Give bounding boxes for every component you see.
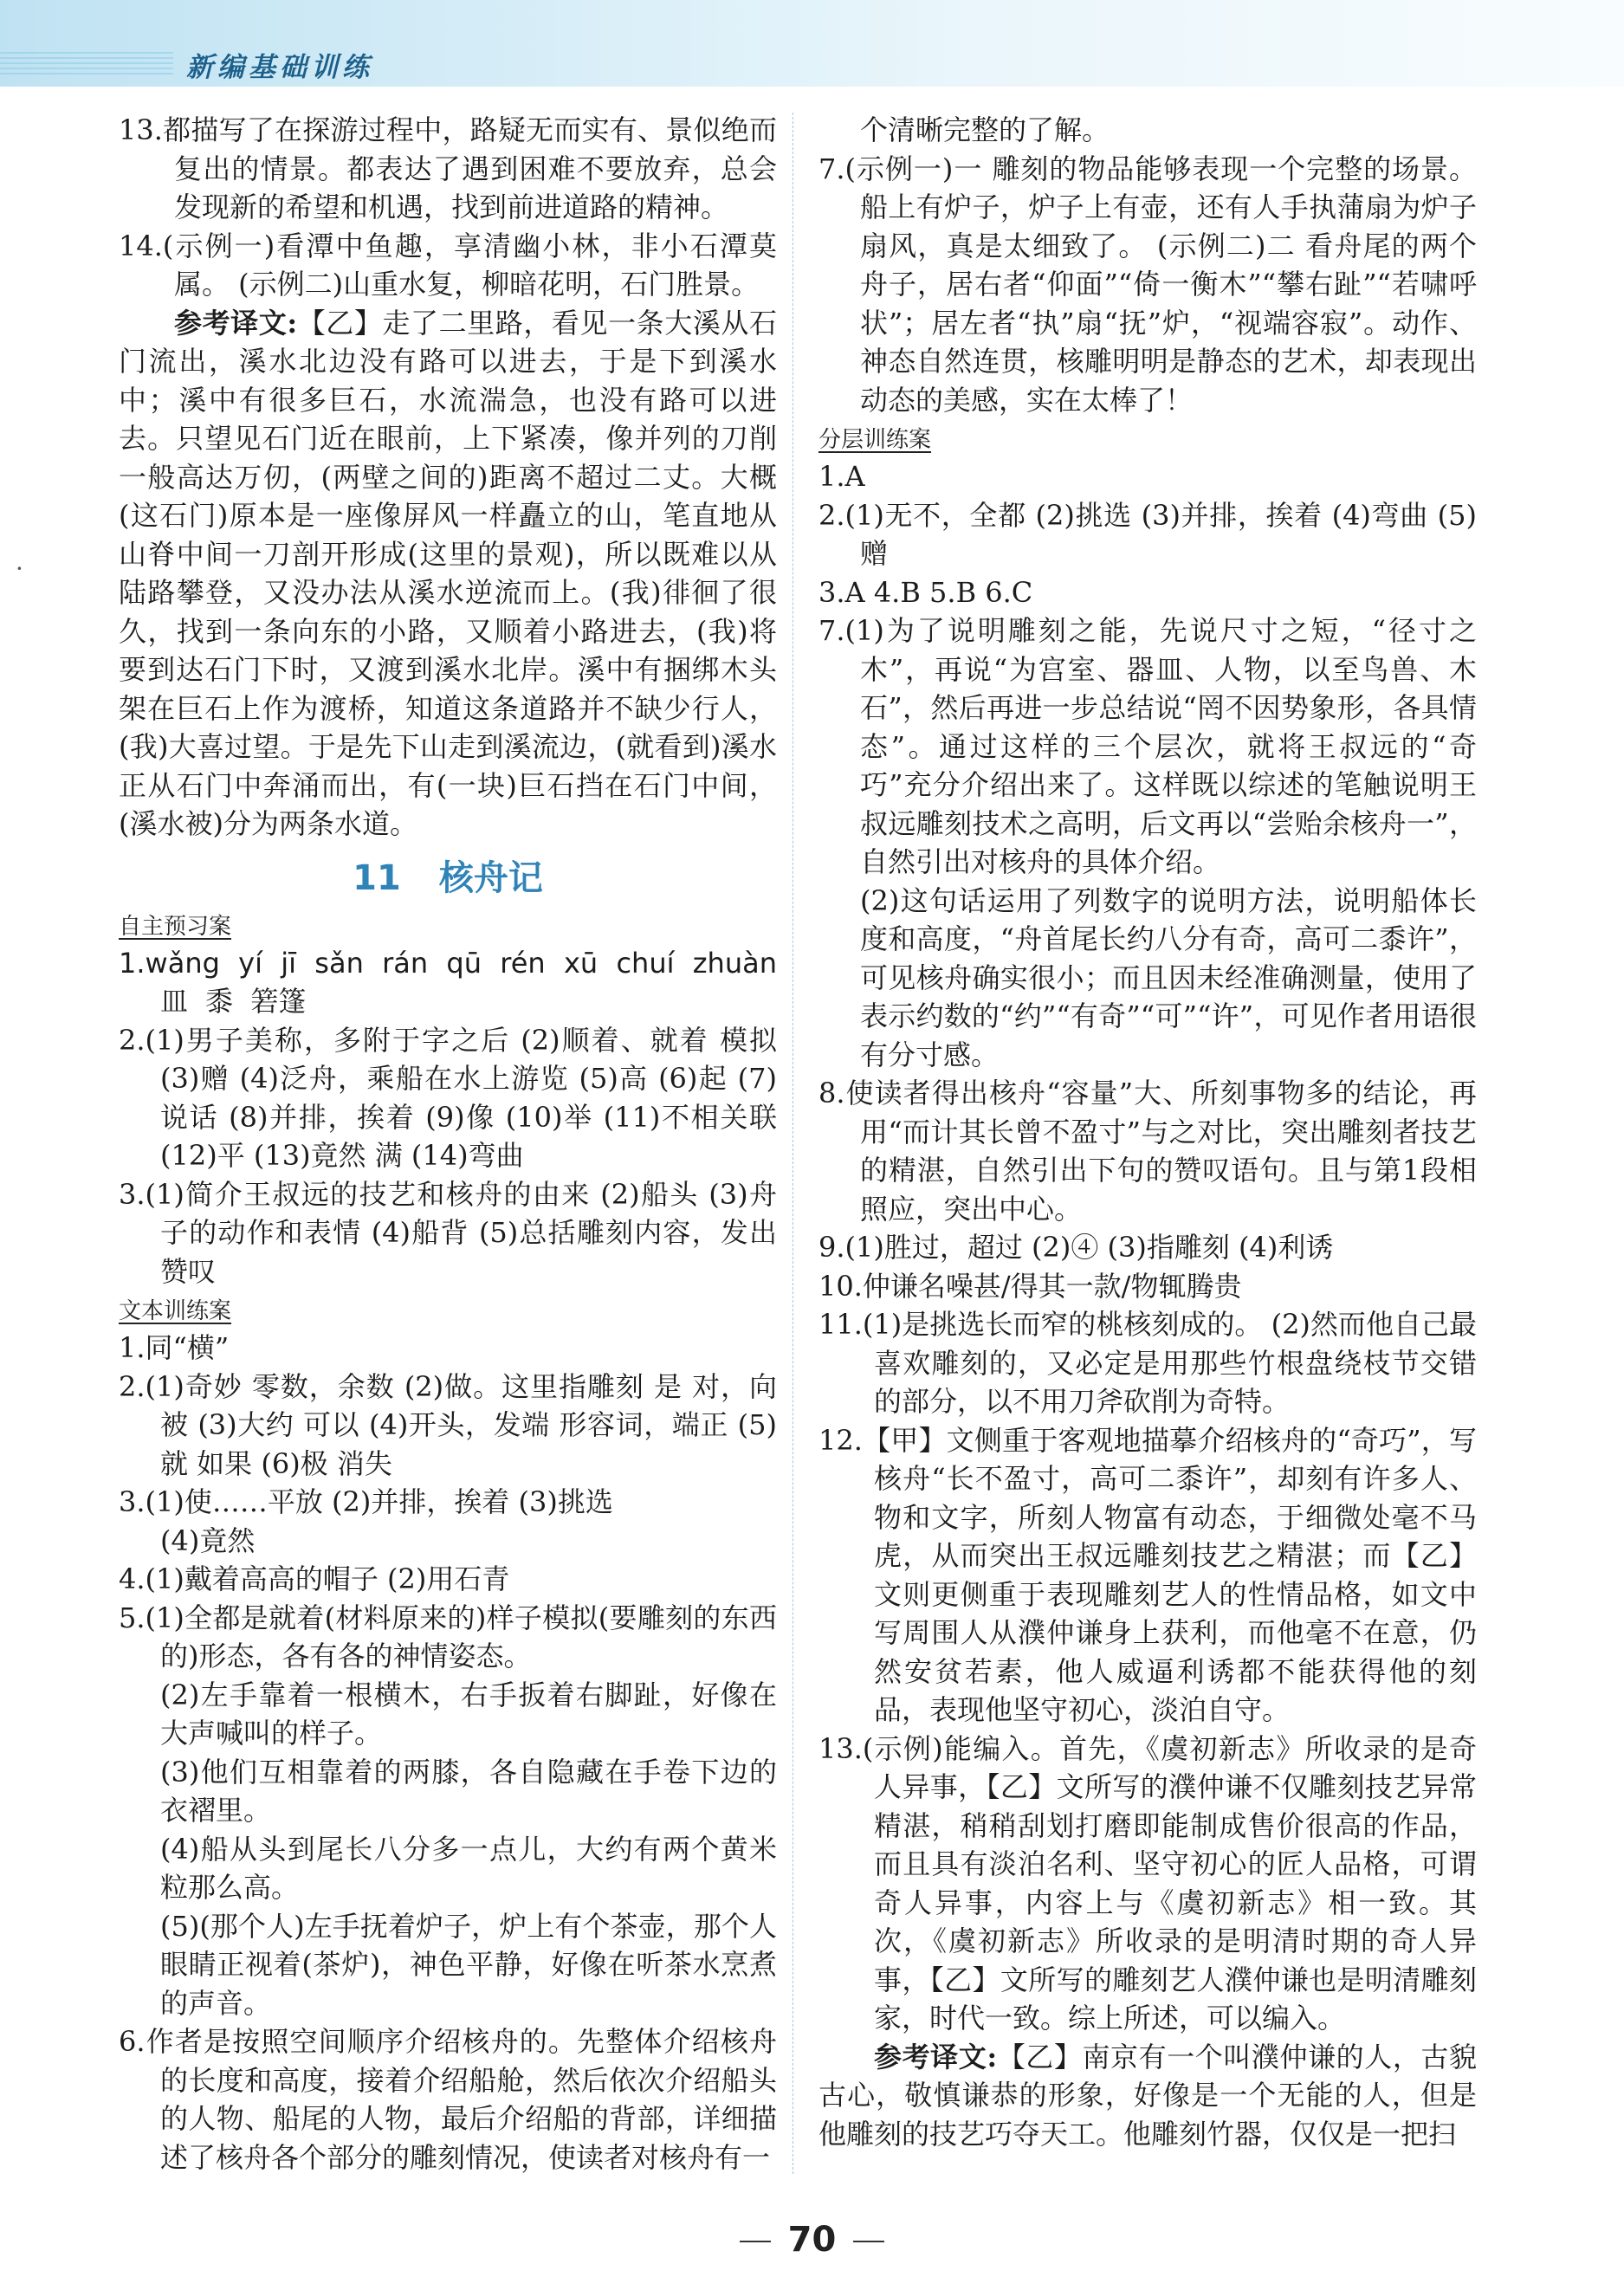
- page-dash-left: [740, 2241, 771, 2242]
- layered-answer-13: 13.(示例)能编入。首先，《虞初新志》所收录的是奇人异事，【乙】文所写的濮仲谦不仅雕刻技艺异常精湛，稍稍刮划打磨即能制成售价很高的作品，而且具有淡泊名利、坚守初心的匠人品格，可谓奇人异事，内容上与《虞初新志》相一致。其次，《虞初新志》所收录的是明清时期的奇人异事，【乙】文所写的雕刻艺人濮仲谦也是明清雕刻家，时代一致。综上所述，可以编入。: [818, 1731, 1477, 2034]
- layered-answer-12: 12.【甲】文侧重于客观地描摹介绍核舟的“奇巧”，写核舟“长不盈寸，高可二黍许”，却刻有许多人、物和文字，所刻人物富有动态，于细微处毫不马虎，从而突出王叔远雕刻技艺之精湛；而【乙】文则更侧重于表现雕刻艺人的性情品格，如文中写周围人从濮仲谦身上获利，而他毫不在意，仍然安贫若素，他人威逼利诱都不能获得他的刻品，表现他坚守初心，淡泊自守。: [818, 1423, 1477, 1726]
- right-column: [818, 111, 1477, 2153]
- layered-answer-3-6: 3.A 4.B 5.B 6.C: [818, 575, 1033, 609]
- lesson-number: 11: [353, 857, 401, 898]
- layered-answer-10: 10.仲谦名噪甚/得其一款/物辄腾贵: [818, 1269, 1242, 1303]
- page-number: [0, 2220, 1624, 2260]
- lesson-name: 核舟记: [438, 857, 543, 898]
- text-answer-2: 2.(1)奇妙 零数，余数 (2)做。这里指雕刻 是 对，向 被 (3)大约 可以 (4)开头，发端 形容词，端正 (5)就 如果 (6)极 消失: [119, 1369, 777, 1480]
- reference-translation-2: [818, 2038, 1477, 2154]
- header-title: 新编基础训练: [186, 52, 373, 83]
- left-column: [119, 111, 777, 2177]
- layered-answer-11: 11.(1)是挑选长而窄的桃核刻成的。 (2)然而他自己最喜欢雕刻的，又必定是用那些竹根盘绕枝节交错的部分，以不用刀斧砍削为奇特。: [818, 1308, 1477, 1418]
- layered-answer-9: 9.(1)胜过，超过 (2)④ (3)指雕刻 (4)利诱: [818, 1231, 1334, 1264]
- text-answer-1: 1.同“横”: [119, 1331, 230, 1364]
- answer-13: 13.都描写了在探游过程中，路疑无而实有、景似绝而复出的情景。都表达了遇到困难不要放弃，总会发现新的希望和机遇，找到前进道路的精神。: [119, 113, 777, 223]
- section-text-training: 文本训练案: [119, 1298, 232, 1324]
- text-answer-5-4: (4)船从头到尾长八分多一点儿，大约有两个黄米粒那么高。: [160, 1832, 777, 1904]
- reference-text: 【乙】走了二里路，看见一条大溪从石门流出，溪水北边没有路可以进去，于是下到溪水中；溪中有很多巨石，水流湍急，也没有路可以进去。只望见石门近在眼前，上下紧凑，像并列的刀削一般高达万仞，(两壁之间的)距离不超过二丈。大概(这石门)原本是一座像屏风一样矗立的山，笔直地从山脊中间一刀剖开形成(这里的景观)，所以既难以从陆路攀登，又没办法从溪水逆流而上。(我)徘徊了很久，找到一条向东的小路，又顺着小路进去，(我)将要到达石门下时，又渡到溪水北岸。溪中有捆绑木头架在巨石上作为渡桥，知道这条道路并不缺少行人，(我)大喜过望。于是先下山走到溪流边，(就看到)溪水正从石门中奔涌而出，有(一块)巨石挡在石门中间，(溪水被)分为两条水道。: [119, 306, 777, 840]
- text-answer-5: 5.(1)全都是就着(材料原来的)样子模拟(要雕刻的东西的)形态，各有各的神情姿态。: [119, 1601, 777, 1672]
- header-decoration: [0, 52, 173, 78]
- preview-answer-3: 3.(1)简介王叔远的技艺和核舟的由来 (2)船头 (3)舟子的动作和表情 (4)船背 (5)总括雕刻内容，发出赞叹: [119, 1177, 777, 1288]
- reference-label-2: 参考译文:: [874, 2040, 998, 2073]
- margin-mark: ·: [16, 554, 23, 583]
- text-answer-6-cont: 个清晰完整的了解。: [860, 113, 1110, 146]
- preview-answer-2: 2.(1)男子美称，多附于字之后 (2)顺着、就着 模拟 (3)赠 (4)泛舟，乘船在水上游览 (5)高 (6)起 (7)说话 (8)并排，挨着 (9)像 (10)举 (11)不相关联 (12)平 (13)竟然 满 (14)弯曲: [119, 1023, 777, 1172]
- layered-answer-1: 1.A: [818, 460, 865, 493]
- text-answer-5-5: (5)(那个人)左手抚着炉子，炉上有个茶壶，那个人眼睛正视着(茶炉)，神色平静，好像在听茶水烹煮的声音。: [160, 1909, 777, 2020]
- section-preview: 自主预习案: [119, 913, 232, 940]
- layered-answer-7-2: (2)这句话运用了列数字的说明方法，说明船体长度和高度，“舟首尾长约八分有奇，高可二黍许”，可见核舟确实很小；而且因未经准确测量，使用了表示约数的“约”“有奇”“可”“许”，可见作者用语很有分寸感。: [860, 883, 1477, 1071]
- layered-answer-2: 2.(1)无不，全都 (2)挑选 (3)并排，挨着 (4)弯曲 (5)赠: [818, 498, 1477, 570]
- reference-text-2: 【乙】南京有一个叫濮仲谦的人，古貌古心，敬慎谦恭的形象，好像是一个无能的人，但是他雕刻的技艺巧夺天工。他雕刻竹器，仅仅是一把扫: [818, 2040, 1477, 2151]
- layered-answer-8: 8.使读者得出核舟“容量”大、所刻事物多的结论，再用“而计其长曾不盈寸”与之对比，突出雕刻者技艺的精湛，自然引出下句的赞叹语句。且与第1段相照应，突出中心。: [818, 1077, 1477, 1226]
- text-answer-4: 4.(1)戴着高高的帽子 (2)用石青: [119, 1562, 510, 1595]
- text-answer-3-cont: (4)竟然: [160, 1523, 256, 1557]
- text-answer-3: 3.(1)使……平放 (2)并排，挨着 (3)挑选: [119, 1485, 613, 1518]
- section-layered-training: 分层训练案: [818, 427, 932, 453]
- layered-answer-7-1: 7.(1)为了说明雕刻之能，先说尺寸之短，“径寸之木”，再说“为宫室、器皿、人物，以至鸟兽、木石”，然后再进一步总结说“罔不因势象形，各具情态”。通过这样的三个层次，就将王叔远的“奇巧”充分介绍出来了。这样既以综述的笔触说明王叔远雕刻技术之高明，后文再以“尝贻余核舟一”，自然引出对核舟的具体介绍。: [818, 614, 1477, 878]
- answer-14: 14.(示例一)看潭中鱼趣，享清幽小林，非小石潭莫属。 (示例二)山重水复，柳暗花明，石门胜景。: [119, 229, 777, 301]
- text-answer-6: 6.作者是按照空间顺序介绍核舟的。先整体介绍核舟的长度和高度，接着介绍船舱，然后依次介绍船头的人物、船尾的人物，最后介绍船的背部，详细描述了核舟各个部分的雕刻情况，使读者对核舟有一: [119, 2025, 777, 2174]
- text-answer-5-3: (3)他们互相靠着的两膝，各自隐藏在手卷下边的衣褶里。: [160, 1755, 777, 1827]
- page-dash-right: [853, 2241, 884, 2242]
- lesson-title: [119, 851, 777, 906]
- text-answer-5-2: (2)左手靠着一根横木，右手扳着右脚趾，好像在大声喊叫的样子。: [160, 1678, 777, 1750]
- text-answer-7: 7.(示例一)一 雕刻的物品能够表现一个完整的场景。船上有炉子，炉子上有壶，还有人手执蒲扇为炉子扇风，真是太细致了。 (示例二)二 看舟尾的两个舟子，居右者“仰面”“倚一衡木”“攀右趾”“若啸呼状”；居左者“执”扇“抚”炉，“视端容寂”。动作、神态自然连贯，核雕明明是静态的艺术，却表现出动态的美感，实在太棒了！: [818, 152, 1477, 417]
- reference-label: 参考译文:: [174, 306, 298, 340]
- reference-translation: [119, 304, 777, 844]
- preview-answer-1: 1.wǎng yí jī sǎn rán qū rén xū chuí zhuàn 皿 黍 箬篷: [119, 946, 777, 1018]
- page-number-value: 70: [787, 2220, 837, 2260]
